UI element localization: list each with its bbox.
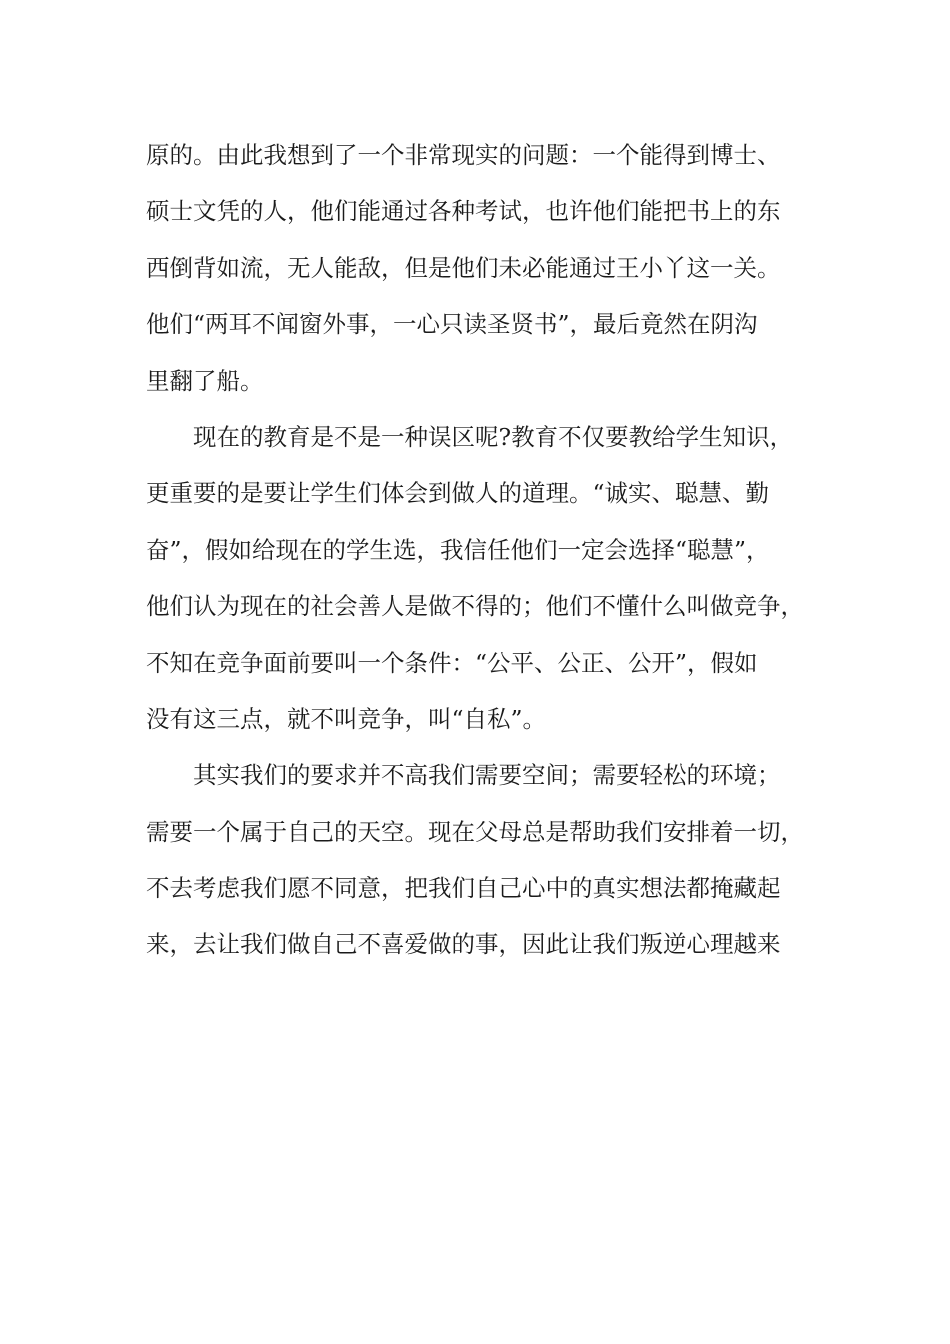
text-line: 其实我们的要求并不高我们需要空间；需要轻松的环境； [193, 761, 781, 790]
text-line: 硕士文凭的人，他们能通过各种考试，也许他们能把书上的东 [146, 197, 781, 226]
text-line: 他们“两耳不闻窗外事，一心只读圣贤书”，最后竟然在阴沟 [146, 310, 758, 339]
text-line: 需要一个属于自己的天空。现在父母总是帮助我们安排着一切， [146, 817, 804, 846]
paragraph-1 [146, 127, 806, 409]
paragraph-2 [146, 409, 806, 747]
text-line: 不知在竞争面前要叫一个条件：“公平、公正、公开”，假如 [146, 648, 758, 677]
text-line: 西倒背如流，无人能敌，但是他们未必能通过王小丫这一关。 [146, 253, 781, 282]
body-text [146, 127, 806, 973]
text-line: 奋”，假如给现在的学生选，我信任他们一定会选择“聪慧”， [146, 535, 770, 564]
text-line: 他们认为现在的社会善人是做不得的；他们不懂什么叫做竞争， [146, 592, 804, 621]
paragraph-3 [146, 747, 806, 973]
text-line: 来，去让我们做自己不喜爱做的事，因此让我们叛逆心理越来 [146, 930, 781, 959]
text-line: 原的。由此我想到了一个非常现实的问题：一个能得到博士、 [146, 141, 781, 169]
text-line: 不去考虑我们愿不同意，把我们自己心中的真实想法都掩藏起 [146, 874, 781, 903]
text-line: 更重要的是要让学生们体会到做人的道理。“诚实、聪慧、勤 [146, 479, 770, 508]
text-line: 里翻了船。 [146, 366, 264, 395]
text-line: 没有这三点，就不叫竞争，叫“自私”。 [146, 704, 547, 733]
text-line: 现在的教育是不是一种误区呢?教育不仅要教给学生知识， [193, 422, 794, 451]
